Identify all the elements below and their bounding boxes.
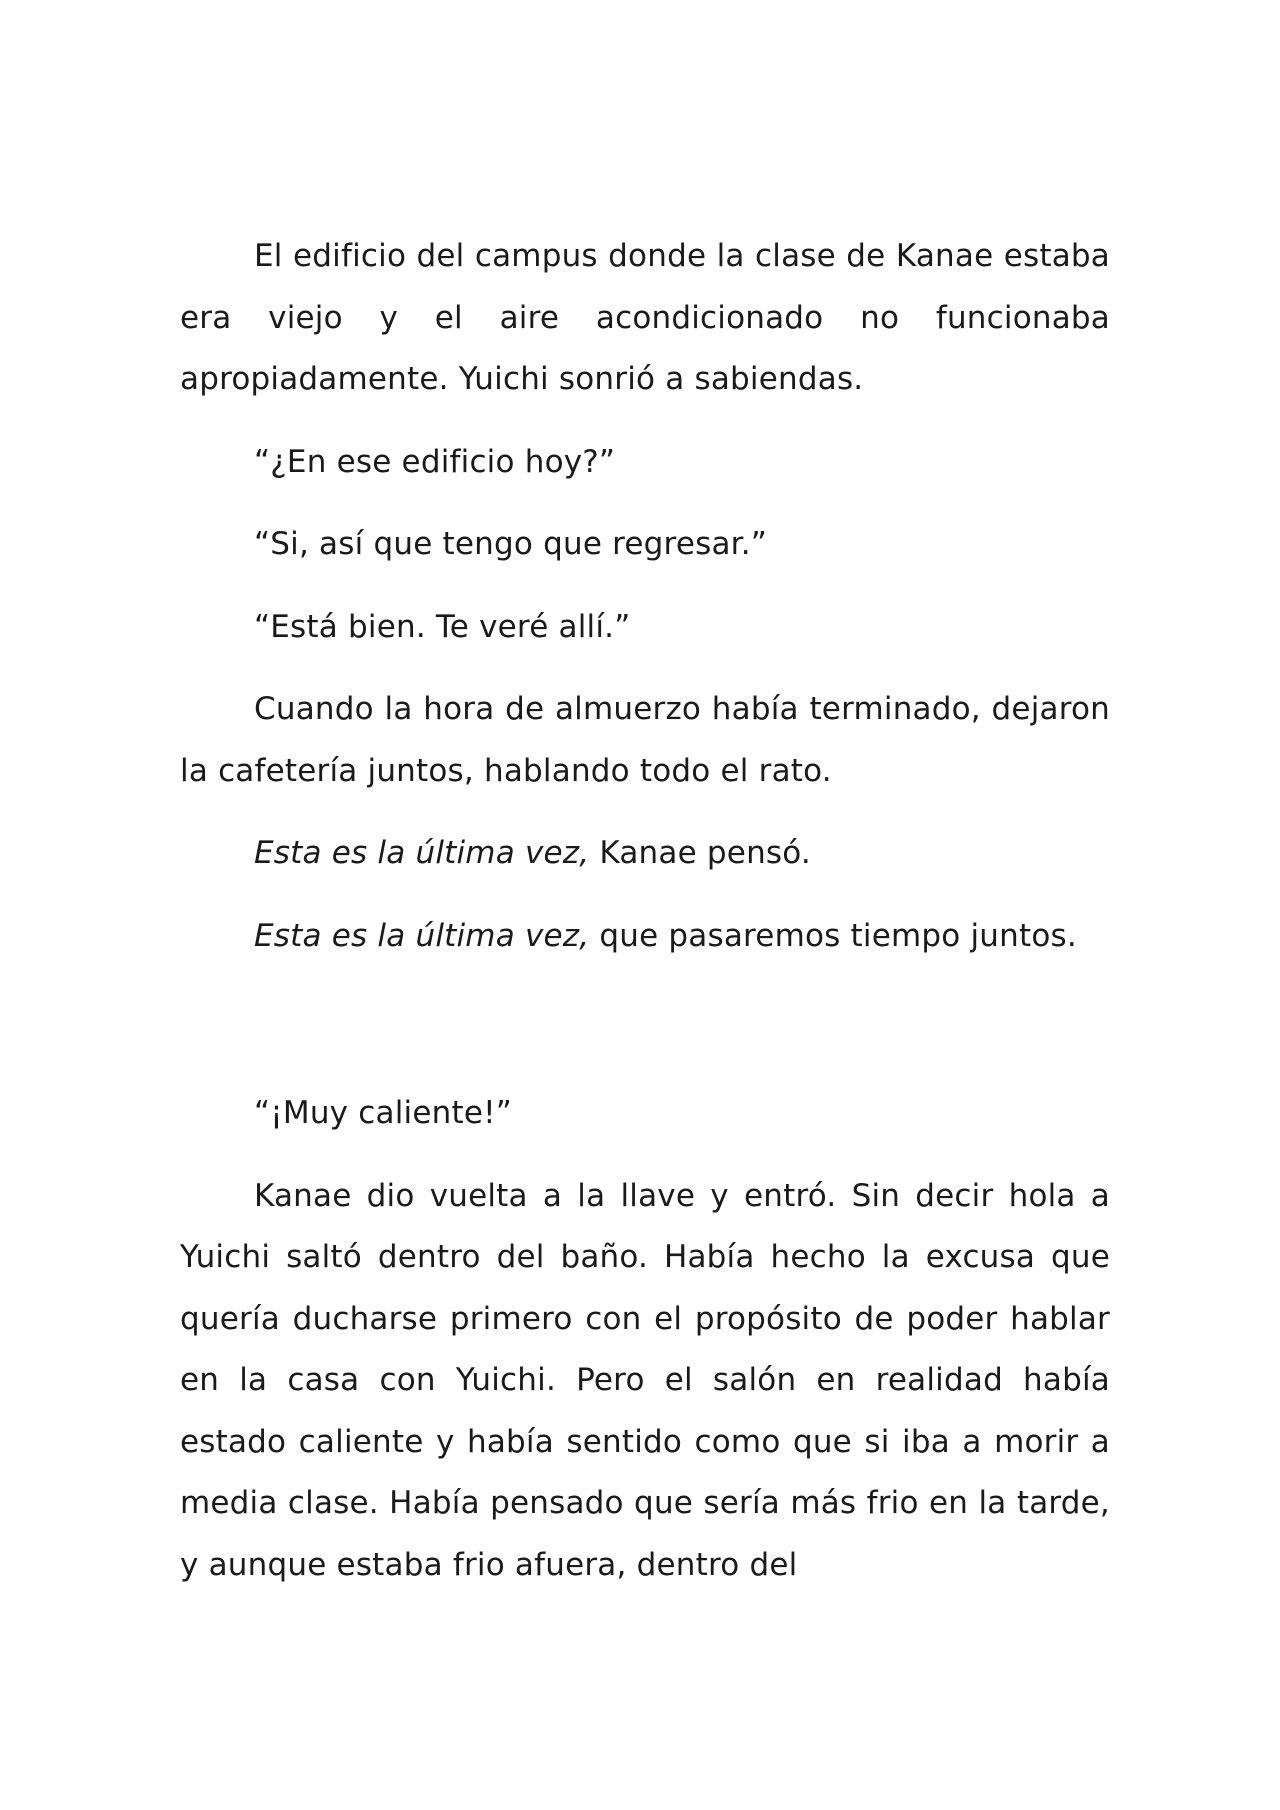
dialogue-line-4: “¡Muy caliente!” bbox=[254, 1095, 512, 1131]
thought-italic-1: Esta es la última vez, bbox=[254, 835, 590, 871]
paragraph-1: El edificio del campus donde la clase de Kanae estaba era viejo y el aire acondicionado no funcionaba apropiadamente. Yuichi sonrió a sabiendas. bbox=[180, 238, 1110, 397]
thought-rest-1: Kanae pensó. bbox=[589, 835, 811, 871]
paragraph-3: Kanae dio vuelta a la llave y entró. Sin decir hola a Yuichi saltó dentro del baño. Había hecho la excusa que quería ducharse primero con el propósito de poder hablar en la casa con Yuichi. Pero el salón en realidad había estado caliente y había sentido como que si iba a morir a media clase. Había pensado que sería más frio en la tarde, y aunque estaba frio afuera, dentro del bbox=[180, 1177, 1110, 1583]
thought-italic-2: Esta es la última vez, bbox=[254, 917, 590, 954]
thought-line-1 bbox=[180, 823, 1110, 885]
text-section-1 bbox=[180, 226, 1110, 967]
dialogue-line-3: “Está bien. Te veré allí.” bbox=[254, 608, 631, 645]
thought-line-2 bbox=[180, 906, 1110, 968]
dialogue-line-2: “Si, así que tengo que regresar.” bbox=[254, 526, 768, 562]
paragraph-2: Cuando la hora de almuerzo había terminado, dejaron la cafetería juntos, hablando todo el rato. bbox=[180, 691, 1110, 789]
text-section-2 bbox=[180, 1083, 1110, 1596]
dialogue-line-1: “¿En ese edificio hoy?” bbox=[254, 443, 616, 480]
thought-rest-2: que pasaremos tiempo juntos. bbox=[589, 917, 1077, 954]
